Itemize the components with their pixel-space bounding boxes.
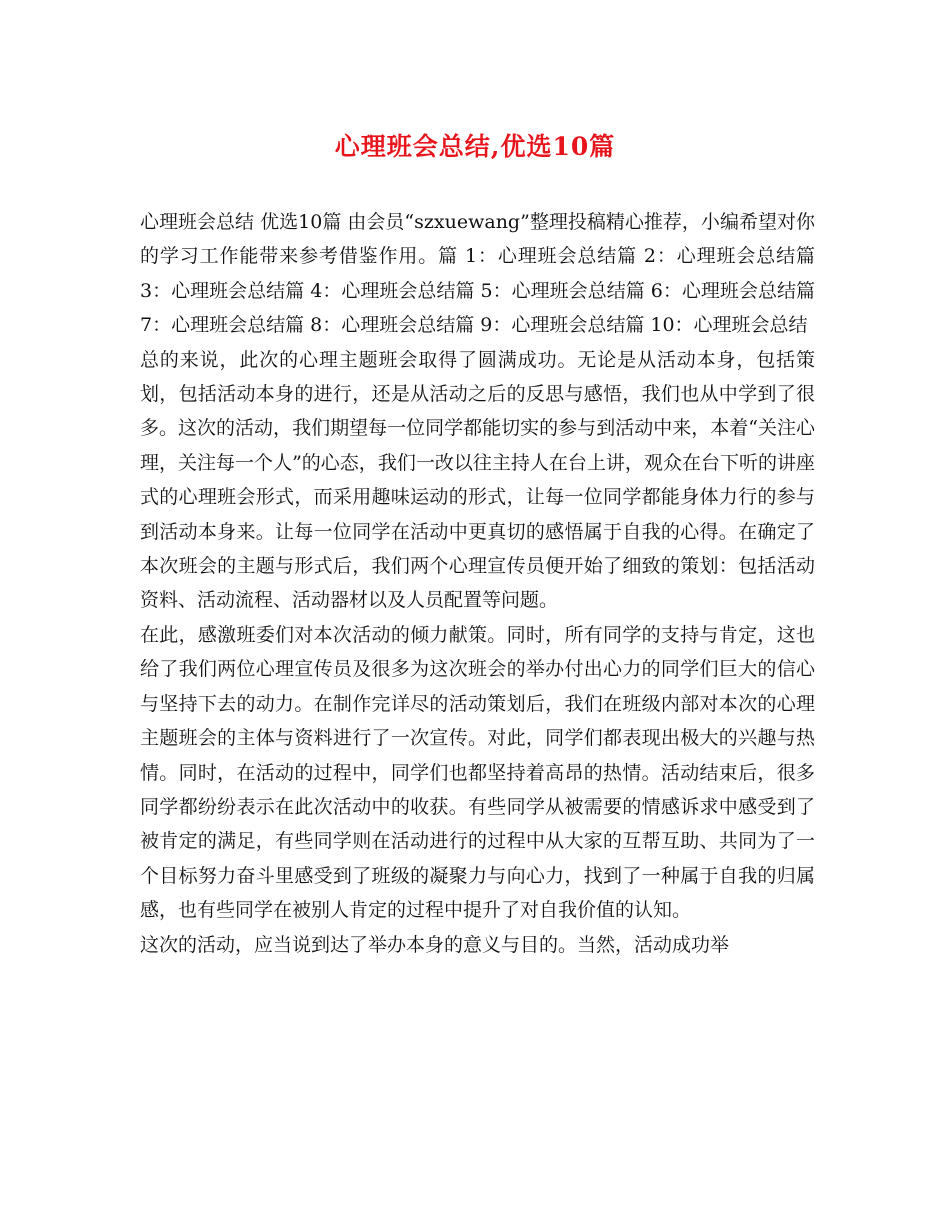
body-paragraph: 这次的活动，应当说到达了举办本身的意义与目的。当然，活动成功举 xyxy=(140,933,730,956)
document-title: 心理班会总结,优选10篇 xyxy=(334,132,616,161)
document-body xyxy=(140,205,815,962)
body-paragraph: 在此，感激班委们对本次活动的倾力献策。同时，所有同学的支持与肯定，这也给了我们两位心理宣传员及很多为这次班会的举办付出心力的同学们巨大的信心与坚持下去的动力。在制作完详尽的活动策划后，我们在班级内部对本次的心理主题班会的主体与资料进行了一次宣传。对此，同学们都表现出极大的兴趣与热情。同时，在活动的过程中，同学们也都坚持着高昂的热情。活动结束后，很多同学都纷纷表示在此次活动中的收获。有些同学从被需要的情感诉求中感受到了被肯定的满足，有些同学则在活动进行的过程中从大家的互帮互助、共同为了一个目标努力奋斗里感受到了班级的凝聚力与向心力，找到了一种属于自我的归属感，也有些同学在被别人肯定的过程中提升了对自我价值的认知。 xyxy=(140,623,815,922)
intro-paragraph: 心理班会总结 优选10篇 由会员“szxuewang”整理投稿精心推荐，小编希望对你的学习工作能带来参考借鉴作用。篇 1：心理班会总结篇 2：心理班会总结篇 3：心理班会总结篇 4：心理班会总结篇 5：心理班会总结篇 6：心理班会总结篇 7：心理班会总结篇 8：心理班会总结篇 9：心理班会总结篇 10：心理班会总结 xyxy=(140,211,815,337)
body-paragraph: 总的来说，此次的心理主题班会取得了圆满成功。无论是从活动本身，包括策划，包括活动本身的进行，还是从活动之后的反思与感悟，我们也从中学到了很多。这次的活动，我们期望每一位同学都能切实的参与到活动中来，本着“关注心理，关注每一个人”的心态，我们一改以往主持人在台上讲，观众在台下听的讲座式的心理班会形式，而采用趣味运动的形式，让每一位同学都能身体力行的参与到活动本身来。让每一位同学在活动中更真切的感悟属于自我的心得。在确定了本次班会的主题与形式后，我们两个心理宣传员便开始了细致的策划：包括活动资料、活动流程、活动器材以及人员配置等问题。 xyxy=(140,348,815,612)
